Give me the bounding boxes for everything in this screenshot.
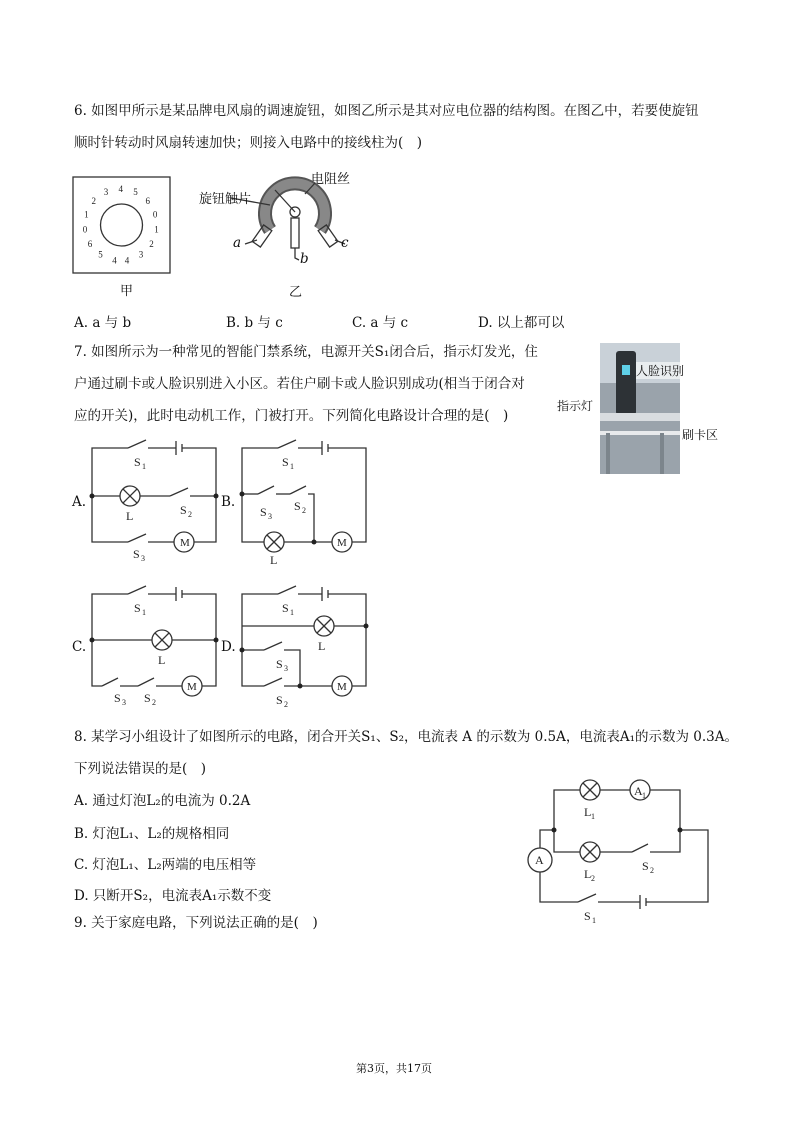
q6-option-d: D. 以上都可以: [478, 315, 565, 331]
svg-text:3: 3: [284, 664, 288, 673]
svg-text:2: 2: [284, 700, 288, 709]
q7-stem-line3: 应的开关)，此时电动机工作，门被打开。下列简化电路设计合理的是( ): [74, 408, 509, 424]
svg-text:2: 2: [152, 698, 156, 707]
circuit-d: [238, 582, 372, 712]
circuit-a: [88, 436, 222, 563]
dial-number: 4: [118, 184, 123, 194]
wiper-arm: [275, 190, 295, 212]
q6-option-a: A. a 与 b: [74, 315, 132, 331]
svg-text:S: S: [282, 455, 289, 469]
q8-option-c: C. 灯泡L₁、L₂两端的电压相等: [74, 857, 257, 873]
dial-number: 4: [112, 255, 117, 266]
svg-text:1: 1: [142, 608, 146, 617]
svg-text:1: 1: [290, 462, 294, 471]
svg-text:1: 1: [142, 462, 146, 471]
q6-stem-line2: 顺时针转动时风扇转速加快；则接入电路中的接线柱为( ): [74, 135, 423, 151]
fig-jia-caption: 甲: [120, 284, 134, 299]
svg-text:M: M: [180, 537, 190, 549]
q6-stem-line1: 6. 如图甲所示是某品牌电风扇的调速旋钮，如图乙所示是其对应电位器的结构图。在图乙中，若要使旋钮: [74, 103, 699, 119]
svg-text:S: S: [260, 505, 267, 519]
svg-text:L: L: [158, 653, 166, 667]
dial-number: 1: [154, 224, 159, 235]
q9-stem-line1: 9. 关于家庭电路，下列说法正确的是( ): [74, 915, 318, 931]
q8-option-b: B. 灯泡L₁、L₂的规格相同: [74, 826, 230, 842]
q8-stem-line2: 下列说法错误的是( ): [74, 761, 207, 777]
svg-text:3: 3: [122, 698, 126, 707]
q7-option-c-letter: C.: [72, 639, 87, 655]
fig-yi-caption: 乙: [289, 285, 303, 300]
page-footer: 第3页，共17页: [356, 1062, 432, 1075]
label-knob-contact: 旋钮触片: [199, 192, 252, 207]
svg-text:3: 3: [268, 512, 272, 521]
svg-text:S: S: [133, 547, 140, 561]
svg-text:1: 1: [592, 916, 596, 925]
svg-text:S: S: [294, 499, 301, 513]
q6-option-c: C. a 与 c: [352, 315, 409, 331]
label-resistance-wire: 电阻丝: [311, 172, 351, 187]
svg-text:M: M: [337, 681, 347, 693]
svg-text:1: 1: [642, 791, 646, 800]
q7-option-a-letter: A.: [72, 494, 87, 510]
svg-text:2: 2: [188, 510, 192, 519]
terminal-b: b: [300, 251, 309, 267]
svg-text:M: M: [187, 681, 197, 693]
photo-label-indicator: 指示灯: [557, 399, 594, 413]
terminal-c: c: [341, 235, 349, 251]
dial-number: 6: [87, 238, 93, 249]
circuit-b: [238, 436, 372, 566]
q6-figure-jia: [72, 176, 172, 280]
dial-number: 0: [82, 224, 88, 235]
dial-number: 5: [133, 187, 138, 198]
svg-text:L: L: [126, 509, 134, 523]
dial-number: 1: [84, 209, 89, 220]
svg-text:S: S: [276, 657, 283, 671]
svg-text:S: S: [144, 691, 151, 705]
q8-stem-line1: 8. 某学习小组设计了如图所示的电路，闭合开关S₁、S₂，电流表 A 的示数为 0.5A，电流表A₁的示数为 0.3A。: [74, 729, 739, 745]
svg-text:L: L: [584, 867, 592, 881]
photo-label-card: 刷卡区: [682, 428, 719, 442]
svg-text:S: S: [642, 859, 649, 873]
svg-text:S: S: [134, 455, 141, 469]
dial-number: 3: [103, 187, 109, 198]
dial-number: 3: [138, 249, 144, 260]
svg-text:A: A: [634, 784, 643, 798]
dial-number: 2: [91, 196, 96, 207]
q7-stem-line2: 户通过刷卡或人脸识别进入小区。若住户刷卡或人脸识别成功(相当于闭合对: [74, 376, 525, 392]
svg-text:1: 1: [290, 608, 294, 617]
svg-text:2: 2: [591, 874, 595, 883]
q8-option-a: A. 通过灯泡L₂的电流为 0.2A: [74, 793, 251, 809]
svg-text:S: S: [282, 601, 289, 615]
q7-option-b-letter: B.: [221, 494, 236, 510]
dial-number: 6: [145, 196, 150, 207]
svg-text:S: S: [584, 909, 591, 923]
svg-text:M: M: [337, 537, 347, 549]
svg-text:S: S: [114, 691, 121, 705]
dial-number: 4: [124, 255, 130, 266]
svg-text:1: 1: [591, 812, 595, 821]
terminal-a: a: [233, 235, 242, 251]
svg-text:2: 2: [302, 506, 306, 515]
dial-number: 5: [98, 249, 103, 260]
dial-number: 0: [152, 209, 158, 220]
q8-option-d: D. 只断开S₂，电流表A₁示数不变: [74, 888, 272, 904]
svg-text:L: L: [318, 639, 326, 653]
svg-text:L: L: [270, 553, 278, 567]
svg-text:A: A: [535, 853, 544, 867]
svg-text:S: S: [276, 693, 283, 707]
svg-text:S: S: [180, 503, 187, 517]
svg-text:S: S: [134, 601, 141, 615]
svg-text:L: L: [584, 805, 592, 819]
q8-circuit: [524, 774, 714, 926]
dial-knob: [101, 204, 143, 246]
dial-number: 2: [149, 238, 154, 249]
q6-option-b: B. b 与 c: [226, 315, 283, 331]
photo-label-face: 人脸识别: [636, 364, 685, 378]
q7-stem-line1: 7. 如图所示为一种常见的智能门禁系统，电源开关S₁闭合后，指示灯发光，住: [74, 344, 538, 360]
svg-text:3: 3: [141, 554, 145, 563]
svg-text:2: 2: [650, 866, 654, 875]
circuit-c: [88, 582, 222, 707]
q7-option-d-letter: D.: [221, 639, 236, 655]
